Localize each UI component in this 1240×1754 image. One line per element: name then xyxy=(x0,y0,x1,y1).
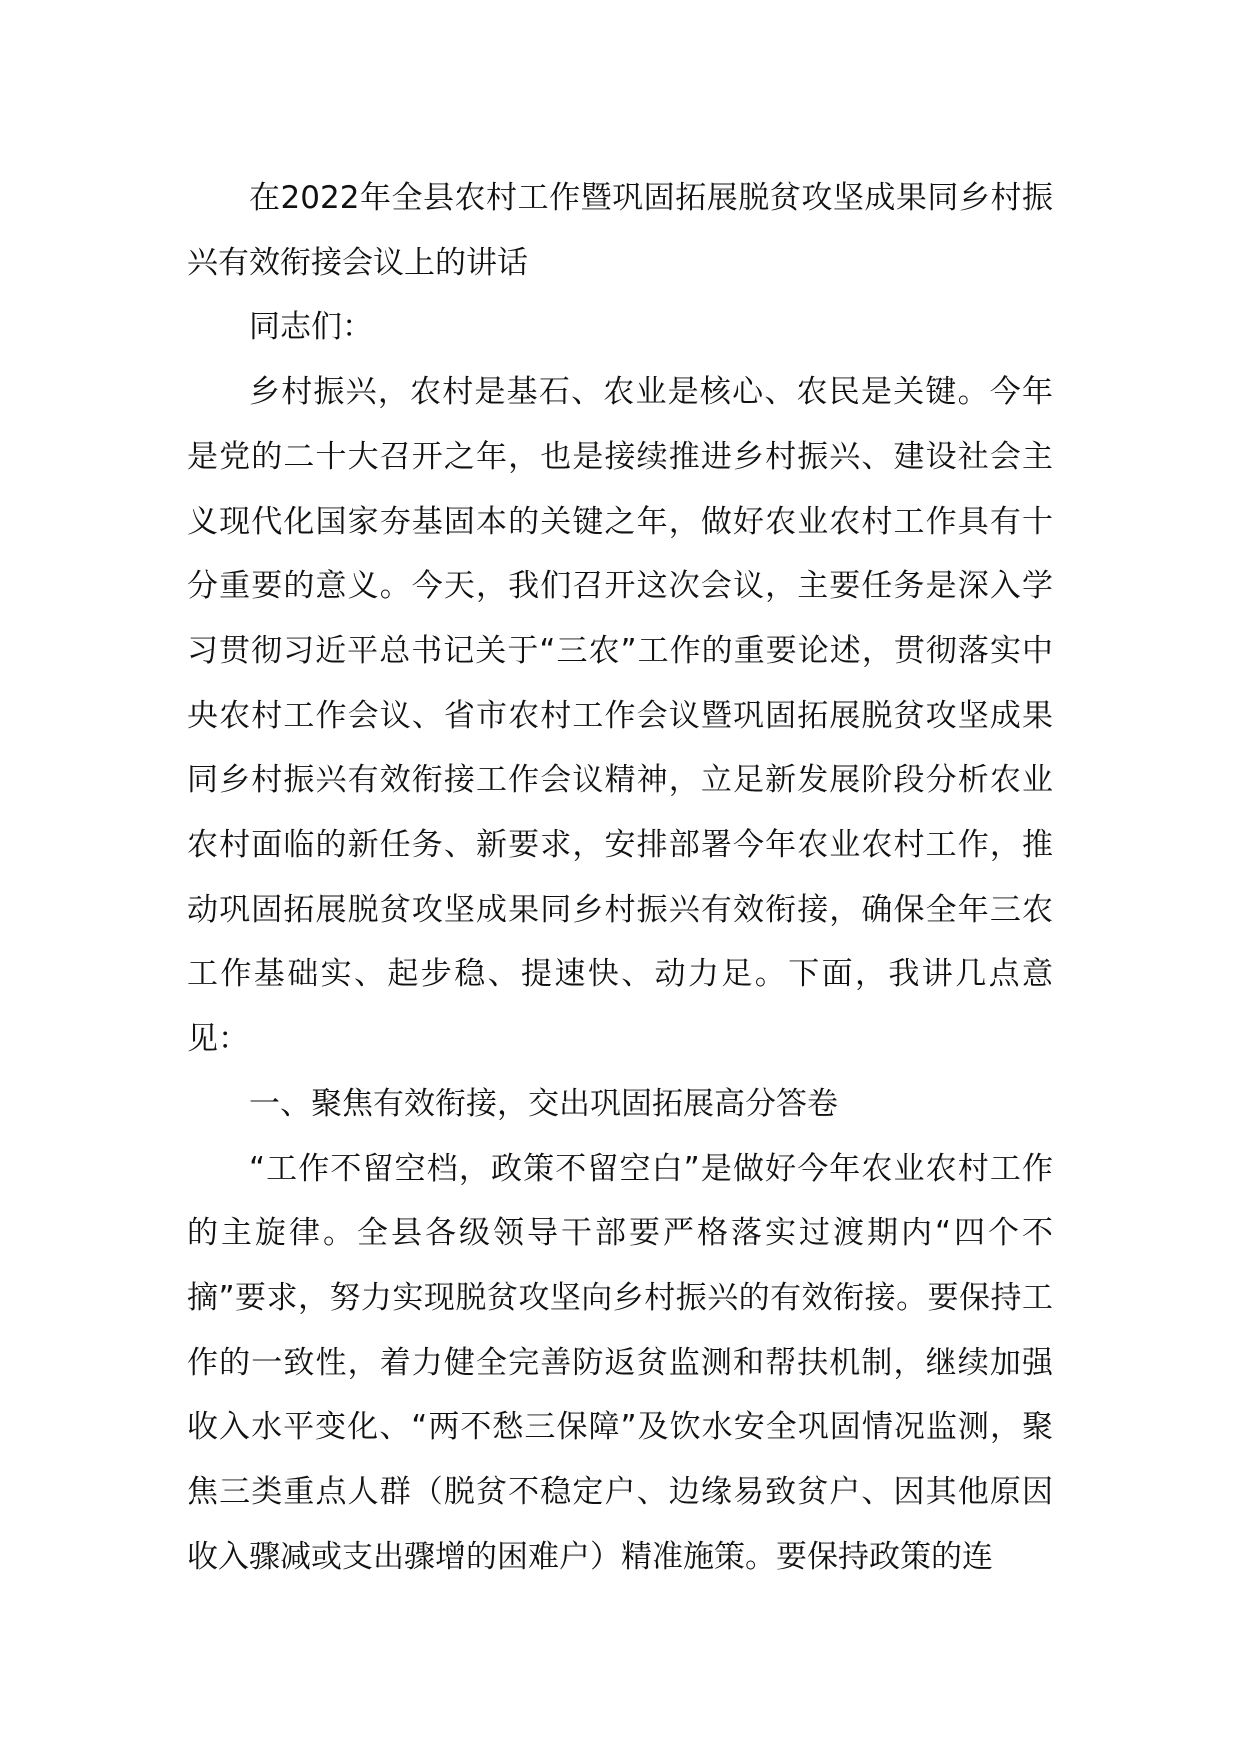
document-body xyxy=(187,166,1053,1589)
salutation: 同志们： xyxy=(249,309,373,346)
paragraph-section-1: “工作不留空档，政策不留空白”是做好今年农业农村工作的主旋律。全县各级领导干部要严格落实过渡期内“四个不摘”要求，努力实现脱贫攻坚向乡村振兴的有效衔接。要保持工作的一致性，着力健全完善防返贫监测和帮扶机制，继续加强收入水平变化、“两不愁三保障”及饮水安全巩固情况监测，聚焦三类重点人群（脱贫不稳定户、边缘易致贫户、因其他原因收入骤减或支出骤增的困难户）精准施策。要保持政策的连 xyxy=(187,1150,1053,1575)
paragraph-intro: 乡村振兴，农村是基石、农业是核心、农民是关键。今年是党的二十大召开之年，也是接续推进乡村振兴、建设社会主义现代化国家夯基固本的关键之年，做好农业农村工作具有十分重要的意义。今天，我们召开这次会议，主要任务是深入学习贯彻习近平总书记关于“三农”工作的重要论述，贯彻落实中央农村工作会议、省市农村工作会议暨巩固拓展脱贫攻坚成果同乡村振兴有效衔接工作会议精神，立足新发展阶段分析农业农村面临的新任务、新要求，安排部署今年农业农村工作，推动巩固拓展脱贫攻坚成果同乡村振兴有效衔接，确保全年三农工作基础实、起步稳、提速快、动力足。下面，我讲几点意见： xyxy=(187,374,1053,1058)
document-title: 在2022年全县农村工作暨巩固拓展脱贫攻坚成果同乡村振兴有效衔接会议上的讲话 xyxy=(187,180,1053,281)
section-heading-1: 一、聚焦有效衔接，交出巩固拓展高分答卷 xyxy=(249,1085,838,1122)
